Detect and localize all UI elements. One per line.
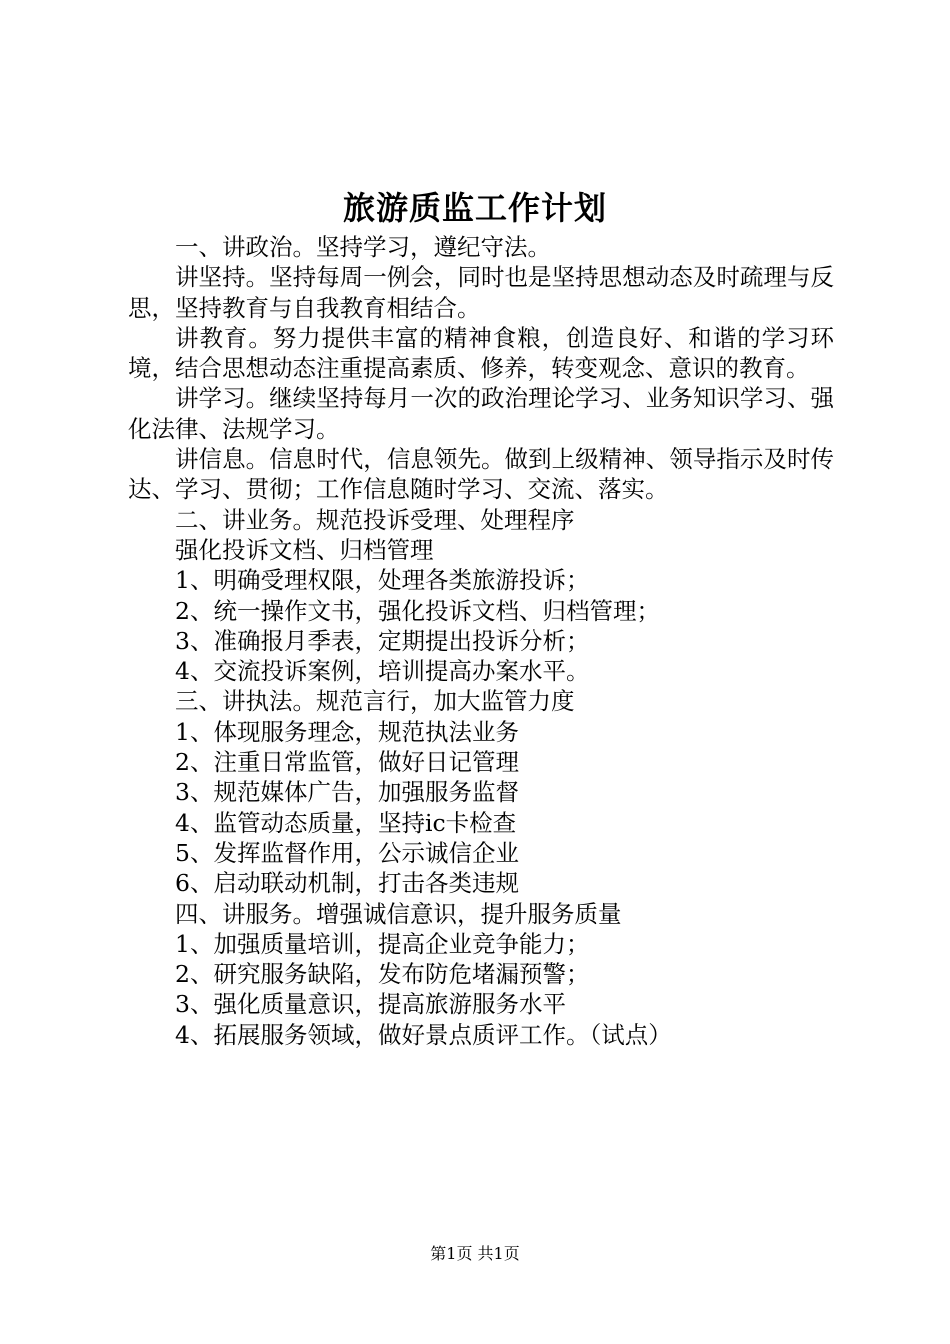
document-body <box>128 232 834 1050</box>
list-item: 2、注重日常监管，做好日记管理 <box>175 748 519 777</box>
list-item: 6、启动联动机制，打击各类违规 <box>175 869 519 898</box>
list-item: 1、体现服务理念，规范执法业务 <box>175 717 519 746</box>
paragraph: 一、讲政治。坚持学习，遵纪守法。 <box>175 233 551 261</box>
paragraph: 二、讲业务。规范投诉受理、处理程序 <box>175 505 575 534</box>
paragraph: 讲坚持。坚持每周一例会，同时也是坚持思想动态及时疏理与反思，坚持教育与自我教育相结合。 <box>128 263 834 322</box>
paragraph: 四、讲服务。增强诚信意识，提升服务质量 <box>175 899 622 928</box>
list-item: 2、研究服务缺陷，发布防危堵漏预警； <box>175 960 590 989</box>
paragraph: 讲信息。信息时代，信息领先。做到上级精神、领导指示及时传达、学习、贯彻；工作信息随时学习、交流、落实。 <box>128 445 834 504</box>
paragraph: 讲教育。努力提供丰富的精神食粮，创造良好、和谐的学习环境，结合思想动态注重提高素质、修养，转变观念、意识的教育。 <box>128 323 834 383</box>
list-item: 3、强化质量意识，提高旅游服务水平 <box>175 990 566 1019</box>
list-item: 1、加强质量培训，提高企业竞争能力； <box>175 929 590 958</box>
paragraph: 讲学习。继续坚持每月一次的政治理论学习、业务知识学习、强化法律、法规学习。 <box>128 384 834 443</box>
list-item: 4、交流投诉案例，培训提高办案水平。 <box>175 657 590 686</box>
list-item: 3、准确报月季表，定期提出投诉分析； <box>175 626 590 655</box>
paragraph: 三、讲执法。规范言行，加大监管力度 <box>175 687 575 716</box>
list-item: 1、明确受理权限，处理各类旅游投诉； <box>175 566 590 595</box>
list-item: 5、发挥监督作用，公示诚信企业 <box>175 838 519 867</box>
list-item: 3、规范媒体广告，加强服务监督 <box>175 778 519 807</box>
document-title: 旅游质监工作计划 <box>342 189 607 227</box>
paragraph: 强化投诉文档、归档管理 <box>175 535 434 564</box>
list-item: 2、统一操作文书，强化投诉文档、归档管理； <box>175 596 660 625</box>
list-item: 4、拓展服务领域，做好景点质评工作。（试点） <box>175 1020 672 1049</box>
list-item: 4、监管动态质量，坚持ic卡检查 <box>175 808 517 837</box>
page-footer: 第1页 共1页 <box>430 1244 520 1263</box>
